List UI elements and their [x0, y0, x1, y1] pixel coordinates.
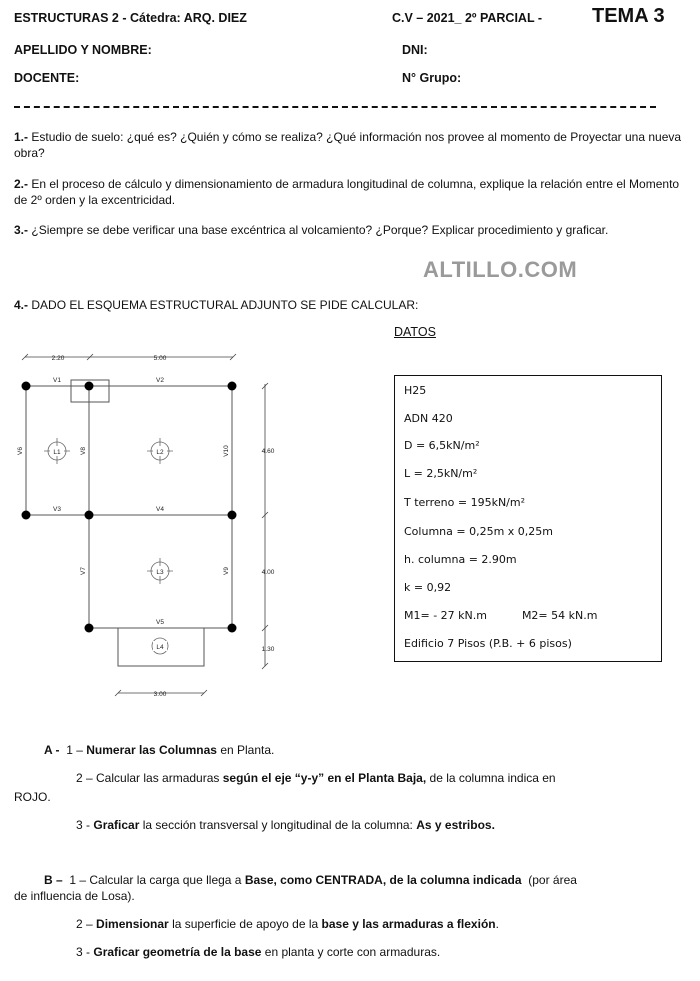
part-a-1-bold: Numerar las Columnas — [86, 743, 217, 757]
column-node — [22, 511, 31, 520]
dato-steel: ADN 420 — [404, 412, 453, 425]
separator-line — [14, 106, 656, 108]
part-b-item-2 — [76, 916, 499, 932]
watermark: ALTILLO.COM — [423, 257, 578, 282]
part-a-3-pre: 3 - — [76, 818, 91, 832]
dim-right-1: 4.60 — [261, 448, 275, 455]
slab-l4: L4 — [156, 644, 164, 651]
question-4 — [14, 297, 418, 313]
part-a-label: A - — [44, 743, 60, 757]
part-a-item-2-cont: ROJO. — [14, 790, 51, 804]
name-label: APELLIDO Y NOMBRE: — [14, 43, 152, 57]
dato-live-load: L = 2,5kN/m² — [404, 467, 478, 480]
beam-v9: V9 — [223, 567, 230, 575]
beam-v6: V6 — [17, 447, 24, 455]
part-a-3-bold: Graficar — [93, 818, 140, 832]
structural-plan — [0, 340, 300, 710]
docente-label: DOCENTE: — [14, 71, 80, 85]
slab-labels — [50, 446, 167, 651]
dato-concrete: H25 — [404, 384, 427, 397]
question-3-number: 3.- — [14, 223, 29, 237]
question-2 — [14, 176, 686, 208]
question-1-text: Estudio de suelo: ¿qué es? ¿Quién y cómo se realiza? ¿Qué información nos provee al momento de Proyectar una nueva obra? — [14, 130, 682, 160]
part-b-3-bold: Graficar geometría de la base — [93, 945, 262, 959]
column-node — [85, 511, 94, 520]
slab-l3: L3 — [156, 569, 164, 576]
question-4-number: 4.- — [14, 298, 29, 312]
part-a-3-mid: la sección transversal y longitudinal de la columna: — [142, 818, 413, 832]
dato-column-height: h. columna = 2.90m — [404, 553, 517, 566]
beam-v7: V7 — [80, 567, 87, 575]
slab-markers — [44, 438, 173, 654]
part-a-2-pre: 2 – Calcular las armaduras — [76, 771, 220, 785]
beam-v8: V8 — [80, 447, 87, 455]
slab-l2: L2 — [156, 449, 164, 456]
beam-v10: V10 — [223, 445, 230, 457]
question-3 — [14, 222, 674, 238]
column-node — [228, 624, 237, 633]
column-node — [85, 624, 94, 633]
right-dimension — [262, 383, 268, 669]
part-b-1-post: (por área — [528, 873, 577, 887]
part-b-label: B – — [44, 873, 63, 887]
dim-right-3: 1.30 — [261, 646, 275, 653]
dim-top-left: 2.20 — [51, 355, 65, 362]
part-a-2-bold: según el eje “y-y” en el Planta Baja, — [222, 771, 427, 785]
grupo-label: N° Grupo: — [402, 71, 462, 85]
part-b-3-post: en planta y corte con armaduras. — [264, 945, 441, 959]
dato-moments: M1= - 27 kN.m M2= 54 kN.m — [404, 609, 598, 622]
part-a-1-post: en Planta. — [220, 743, 275, 757]
course-title: ESTRUCTURAS 2 - Cátedra: ARQ. DIEZ — [14, 11, 247, 25]
beam-labels — [17, 377, 230, 626]
part-a-1-pre: 1 – — [66, 743, 83, 757]
part-b-3-pre: 3 - — [76, 945, 91, 959]
question-2-text: En el proceso de cálculo y dimensionamiento de armadura longitudinal de columna, explique la relación entre el Momento de 2º orden y la excentricidad. — [14, 177, 680, 207]
question-1-number: 1.- — [14, 130, 29, 144]
part-a-3-bold2: As y estribos. — [416, 818, 495, 832]
column-node — [228, 511, 237, 520]
dato-soil: T terreno = 195kN/m² — [404, 496, 526, 509]
dato-building: Edificio 7 Pisos (P.B. + 6 pisos) — [404, 637, 572, 650]
slab-l1: L1 — [53, 449, 61, 456]
dni-label: DNI: — [402, 43, 428, 57]
tema-label: TEMA 3 — [592, 5, 665, 27]
dim-top-right: 5.00 — [153, 355, 167, 362]
beams — [26, 380, 232, 666]
question-2-number: 2.- — [14, 177, 29, 191]
dim-right-2: 4.00 — [261, 569, 275, 576]
column-node — [22, 382, 31, 391]
question-3-text: ¿Siempre se debe verificar una base excéntrica al volcamiento? ¿Porque? Explicar procedimiento y graficar. — [31, 223, 609, 237]
part-b-1-pre: 1 – Calcular la carga que llega a — [69, 873, 242, 887]
part-b-2-pre: 2 – — [76, 917, 93, 931]
exam-title: C.V – 2021_ 2º PARCIAL - — [392, 11, 542, 25]
dato-dead-load: D = 6,5kN/m² — [404, 439, 480, 452]
part-a-2-post: de la columna indica en — [429, 771, 556, 785]
beam-v4: V4 — [156, 506, 164, 513]
datos-box — [394, 375, 662, 662]
beam-v5: V5 — [156, 619, 164, 626]
beam-v1: V1 — [53, 377, 61, 384]
dato-k: k = 0,92 — [404, 581, 452, 594]
part-b-item-1 — [44, 872, 690, 888]
part-a-item-2 — [76, 770, 686, 786]
part-b-2-post: . — [495, 917, 499, 931]
column-node — [228, 382, 237, 391]
part-b-item-1-cont: de influencia de Losa). — [14, 889, 135, 903]
question-1 — [14, 129, 682, 161]
part-b-item-3 — [76, 944, 440, 960]
beam-v3: V3 — [53, 506, 61, 513]
part-b-2-bold2: base y las armaduras a flexión — [321, 917, 496, 931]
dato-column: Columna = 0,25m x 0,25m — [404, 525, 553, 538]
part-b-2-bold: Dimensionar — [96, 917, 169, 931]
part-b-1-bold: Base, como CENTRADA, de la columna indicada — [244, 873, 522, 887]
dim-bottom: 3.00 — [153, 691, 167, 698]
part-b-2-mid: la superficie de apoyo de la — [172, 917, 319, 931]
beam-v2: V2 — [156, 377, 164, 384]
datos-title: DATOS — [394, 325, 436, 339]
part-a-item-3 — [76, 817, 495, 833]
part-a-item-1 — [44, 742, 274, 758]
column-node — [85, 382, 94, 391]
question-4-text: DADO EL ESQUEMA ESTRUCTURAL ADJUNTO SE PIDE CALCULAR: — [31, 298, 419, 312]
